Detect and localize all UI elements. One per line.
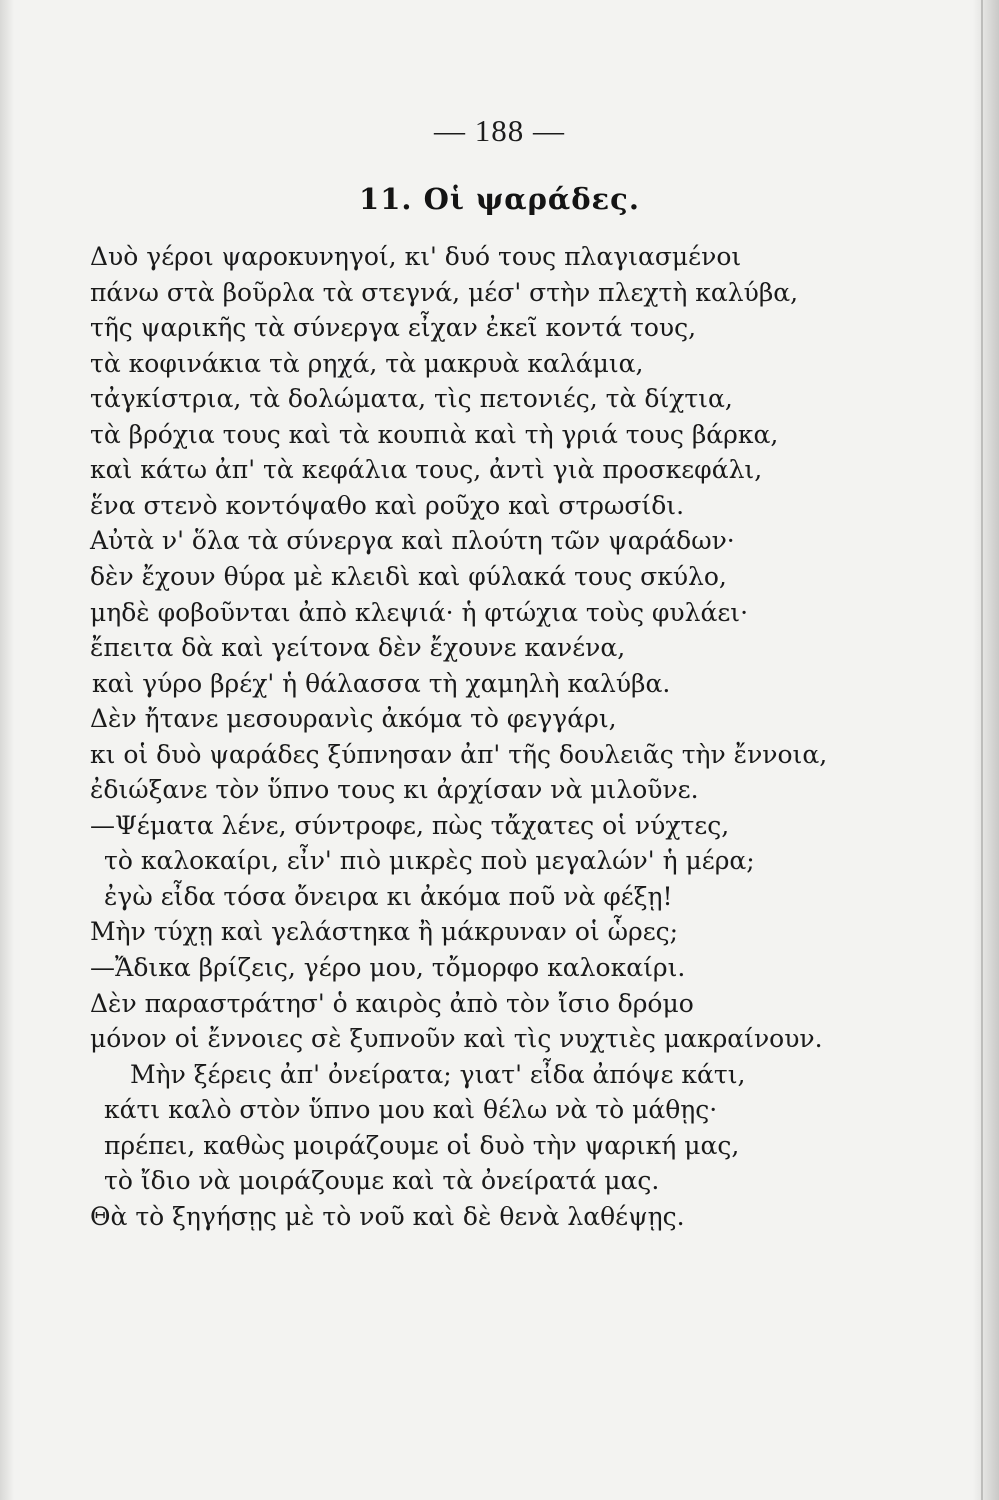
poem-line: Μὴν ξέρεις ἀπ' ὀνείρατα; γιατ' εἶδα ἀπόψε κάτι, bbox=[130, 1059, 746, 1089]
poem-line: τῆς ψαρικῆς τὰ σύνεργα εἶχαν ἐκεῖ κοντά τους, bbox=[90, 313, 697, 343]
poem-line: κάτι καλὸ στὸν ὕπνο μου καὶ θέλω νὰ τὸ μάθῃς· bbox=[104, 1095, 718, 1125]
page-gutter-shadow bbox=[0, 0, 14, 1500]
poem-line: ἐγὼ εἶδα τόσα ὄνειρα κι ἀκόμα ποῦ νὰ φέξῃ! bbox=[104, 881, 673, 911]
page-number: — 188 — bbox=[434, 113, 565, 148]
page-edge bbox=[973, 0, 999, 1500]
poem-line: —Ἄδικα βρίζεις, γέρο μου, τὄμορφο καλοκαίρι. bbox=[90, 953, 686, 982]
poem-line: πρέπει, καθὼς μοιράζουμε οἱ δυὸ τὴν ψαρική μας, bbox=[104, 1130, 740, 1160]
poem-line: Θὰ τὸ ξηγήσῃς μὲ τὸ νοῦ καὶ δὲ θενὰ λαθέψῃς. bbox=[90, 1201, 685, 1231]
poem-line: δὲν ἔχουν θύρα μὲ κλειδὶ καὶ φύλακά τους σκύλο, bbox=[90, 561, 727, 591]
poem-line: μηδὲ φοβοῦνται ἀπὸ κλεψιά· ἡ φτώχια τοὺς φυλάει· bbox=[90, 597, 749, 627]
poem-line: Αὐτὰ ν' ὅλα τὰ σύνεργα καὶ πλούτη τῶν ψαράδων· bbox=[90, 526, 735, 556]
poem-line: πάνω στὰ βοῦρλα τὰ στεγνά, μέσ' στὴν πλεχτὴ καλύβα, bbox=[90, 277, 799, 307]
poem-title: 11. Οἱ ψαράδες. bbox=[359, 182, 640, 216]
poem-line: τὸ καλοκαίρι, εἶν' πιὸ μικρὲς ποὺ μεγαλών' ἡ μέρα; bbox=[104, 846, 755, 876]
poem-line: Δὲν ἤτανε μεσουρανὶς ἀκόμα τὸ φεγγάρι, bbox=[90, 704, 617, 734]
poem-line: Δυὸ γέροι ψαροκυνηγοί, κι' δυό τους πλαγιασμένοι bbox=[90, 242, 742, 271]
poem-line: ἕνα στενὸ κοντόψαθο καὶ ροῦχο καὶ στρωσίδι. bbox=[90, 490, 685, 520]
poem-line: καὶ κάτω ἀπ' τὰ κεφάλια τους, ἀντὶ γιὰ προσκεφάλι, bbox=[90, 455, 763, 485]
poem-line: καὶ γύρο βρέχ' ἡ θάλασσα τὴ χαμηλὴ καλύβα. bbox=[92, 668, 671, 698]
poem-line: ἐδιώξανε τὸν ὕπνο τους κι ἀρχίσαν νὰ μιλοῦνε. bbox=[90, 775, 699, 805]
poem-line: μόνον οἱ ἔννοιες σὲ ξυπνοῦν καὶ τὶς νυχτιὲς μακραίνουν. bbox=[90, 1024, 823, 1054]
poem-line: —Ψέματα λένε, σύντροφε, πὼς τἄχατες οἱ νύχτες, bbox=[90, 810, 730, 840]
poem-line: Δὲν παραστράτησ' ὁ καιρὸς ἀπὸ τὸν ἴσιο δρόμο bbox=[90, 988, 694, 1018]
page-edge-line bbox=[981, 0, 983, 1500]
poem-line: Μὴν τύχῃ καὶ γελάστηκα ἢ μάκρυναν οἱ ὧρες; bbox=[90, 917, 679, 947]
poem-line: τἀγκίστρια, τὰ δολώματα, τὶς πετονιές, τὰ δίχτια, bbox=[90, 384, 733, 414]
poem-line: τὸ ἴδιο νὰ μοιράζουμε καὶ τὰ ὀνείρατά μας. bbox=[104, 1166, 660, 1196]
poem-line: τὰ βρόχια τους καὶ τὰ κουπιὰ καὶ τὴ γριά τους βάρκα, bbox=[90, 419, 779, 449]
poem-line: ἔπειτα δὰ καὶ γείτονα δὲν ἔχουνε κανένα, bbox=[90, 633, 626, 663]
poem-line: κι οἱ δυὸ ψαράδες ξύπνησαν ἀπ' τῆς δουλειᾶς τὴν ἔννοια, bbox=[90, 739, 828, 769]
poem-line: τὰ κοφινάκια τὰ ρηχά, τὰ μακρυὰ καλάμια, bbox=[90, 348, 644, 378]
